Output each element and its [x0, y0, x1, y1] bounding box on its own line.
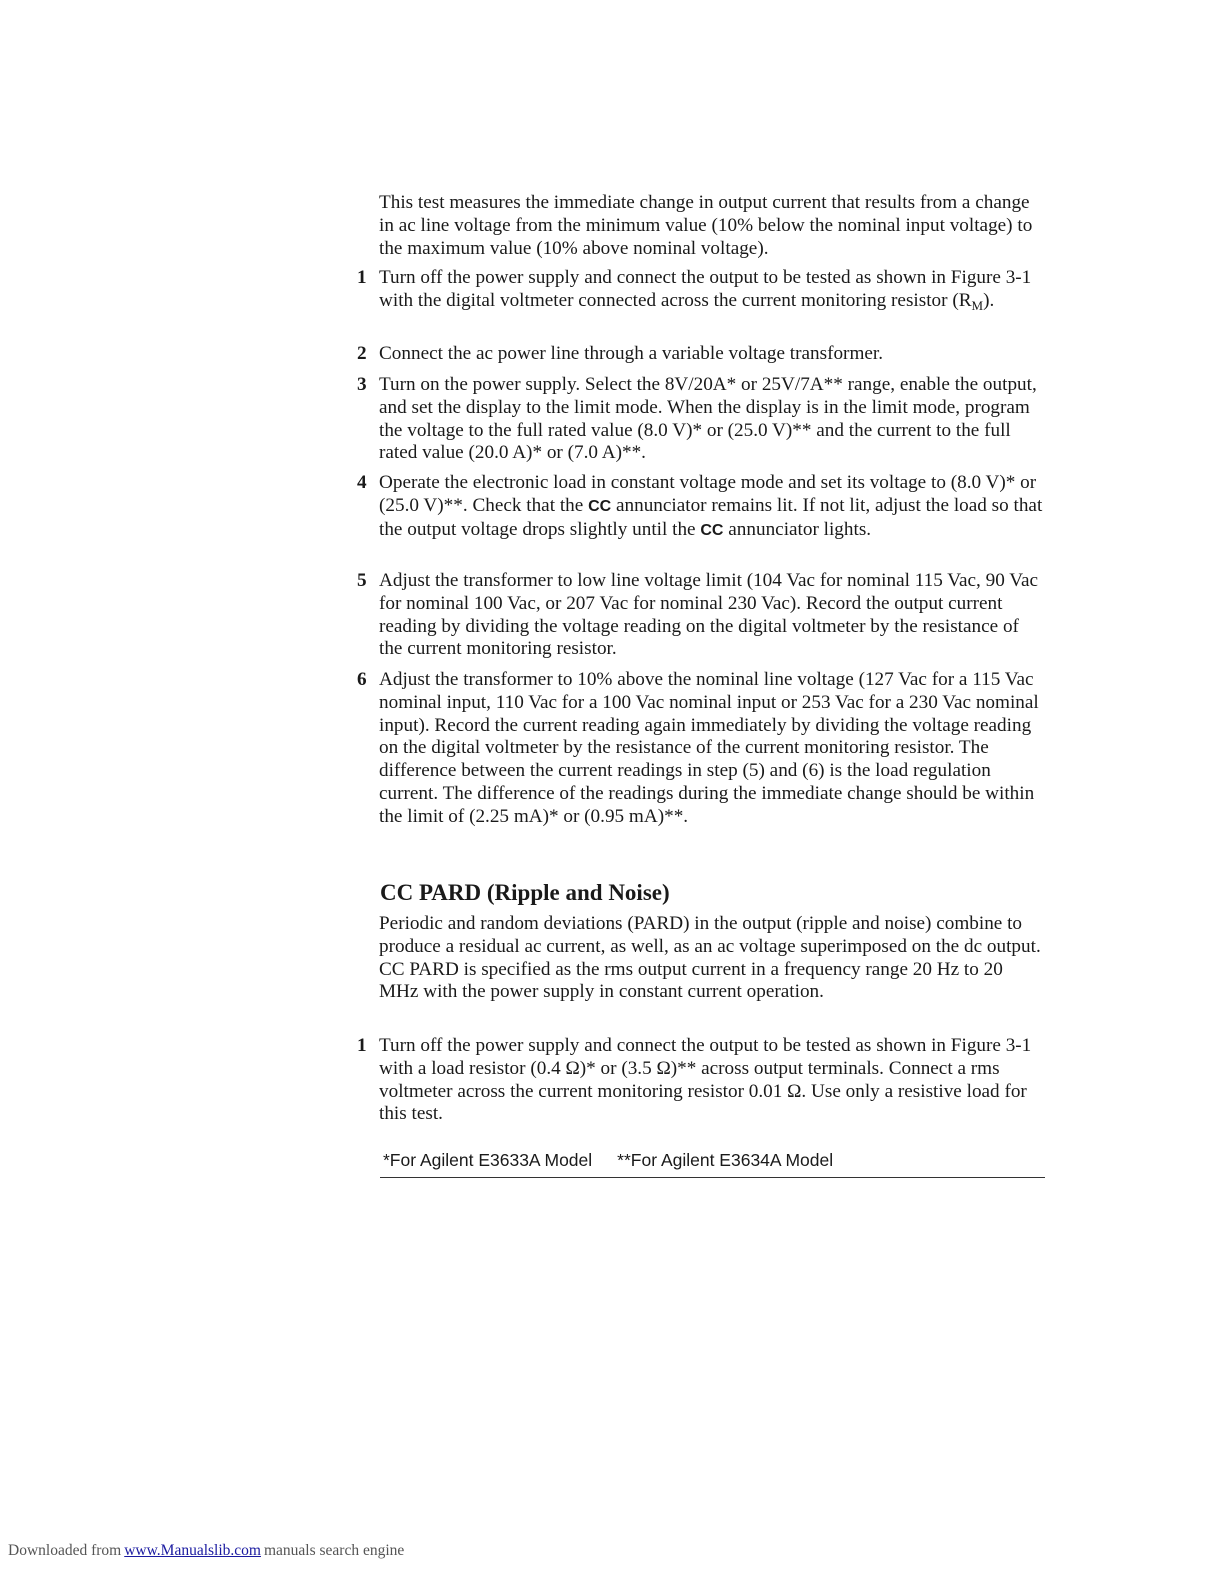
- step-text: Connect the ac power line through a variable voltage transformer.: [379, 343, 884, 364]
- step-number: 6: [357, 669, 367, 690]
- manualslib-link[interactable]: www.Manualslib.com: [124, 1542, 261, 1559]
- model-footnote: [383, 1150, 833, 1171]
- cc-annunciator-label: CC: [588, 497, 612, 515]
- pard-intro-paragraph: Periodic and random deviations (PARD) in the output (ripple and noise) combine to produce a residual ac current, as well, as an ac voltage superimposed on the dc output. CC PARD is specified as the rms output current in a frequency range 20 Hz to 20 MHz with the power supply in constant current operation.: [379, 913, 1041, 1003]
- step-number: 5: [357, 570, 367, 591]
- download-footer: Downloaded from www.Manualslib.com manuals search engine: [8, 1542, 405, 1559]
- step-number: 3: [357, 374, 367, 395]
- step-number: 2: [357, 343, 367, 364]
- footnote-divider: [380, 1177, 1045, 1178]
- step-text: Adjust the transformer to low line voltage limit (104 Vac for nominal 115 Vac, 90 Vac for nominal 100 Vac, or 207 Vac for nominal 230 Vac). Record the output current reading by dividing the voltage reading on the digital voltmeter by the resistance of the current monitoring resistor.: [379, 570, 1038, 660]
- section-heading: CC PARD (Ripple and Noise): [380, 880, 670, 905]
- step-text: Adjust the transformer to 10% above the nominal line voltage (127 Vac for a 115 Vac nominal input, 110 Vac for a 100 Vac nominal input or 253 Vac for a 230 Vac nominal input). Record the current reading again immediately by dividing the voltage reading on the digital voltmeter by the resistance of the current monitoring resistor. The difference between the current readings in step (5) and (6) is the load regulation current. The difference of the readings during the immediate change should be within the limit of (2.25 mA)* or (0.95 mA)**.: [379, 669, 1039, 827]
- intro-paragraph: This test measures the immediate change in output current that results from a change in ac line voltage from the minimum value (10% below the nominal input voltage) to the maximum value (10% above nominal voltage).: [379, 192, 1033, 259]
- footnote-model-b: **For Agilent E3634A Model: [617, 1150, 834, 1170]
- step-text: Turn off the power supply and connect the output to be tested as shown in Figure 3-1 with a load resistor (0.4 Ω)* or (3.5 Ω)** across output terminals. Connect a rms voltmeter across the current monitoring resistor 0.01 Ω. Use only a resistive load for this test.: [379, 1035, 1032, 1125]
- step-number: 1: [357, 1035, 367, 1056]
- footnote-model-a: *For Agilent E3633A Model: [383, 1150, 593, 1170]
- step-text: Operate the electronic load in constant voltage mode and set its voltage to (8.0 V)* or (25.0 V)**. Check that the CC annunciator remains lit. If not lit, adjust the load so that the output voltage drops slightly until the CC annunciator lights.: [379, 472, 1043, 540]
- step-text: Turn off the power supply and connect the output to be tested as shown in Figure 3-1 with the digital voltmeter connected across the current monitoring resistor $(R_M)$.: [379, 267, 1032, 313]
- step-number: 1: [357, 267, 367, 288]
- cc-annunciator-label: CC: [700, 521, 724, 539]
- step-number: 4: [357, 472, 367, 493]
- step-text: Turn on the power supply. Select the 8V/20A* or 25V/7A** range, enable the output, and set the display to the limit mode. When the display is in the limit mode, program the voltage to the full rated value (8.0 V)* or (25.0 V)** and the current to the full rated value (20.0 A)* or (7.0 A)**.: [379, 374, 1037, 464]
